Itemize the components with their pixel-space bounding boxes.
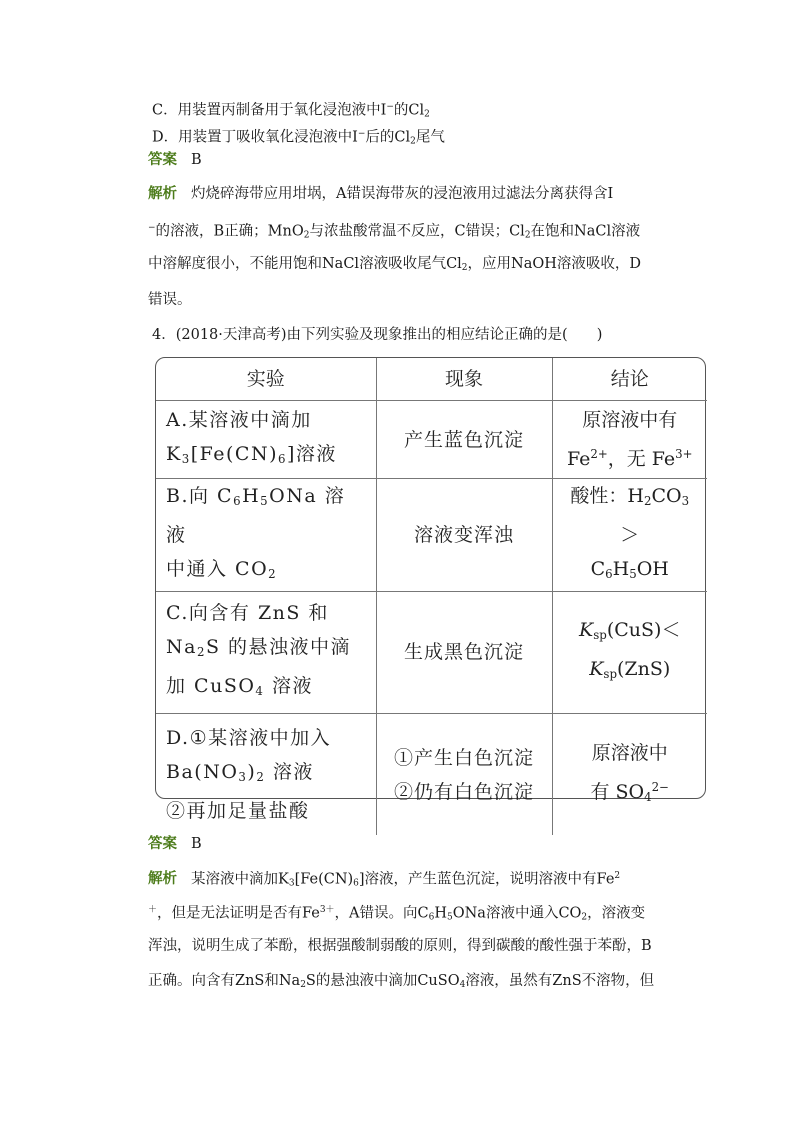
row-d-phenomenon: ①产生白色沉淀 ②仍有白色沉淀 [376,713,552,835]
table-row-a [156,401,707,479]
answer-label: 答案 [148,151,177,168]
header-conclusion: 结论 [552,358,707,401]
table-row-c [156,591,707,713]
explanation-2-line-1: 解析 某溶液中滴加$K_3[Fe(CN)_6]$溶液，产生蓝色沉淀，说明溶液中有Fe$^2$ [148,870,621,889]
option-d: D．用装置丁吸收氧化浸泡液中I−后的$Cl_2$尾气 [152,129,445,147]
explanation-2-line-3: 浑浊，说明生成了苯酚，根据强酸制弱酸的原则，得到碳酸的酸性强于苯酚，B [148,938,652,954]
row-b-phenomenon: 溶液变浑浊 [376,479,552,592]
explanation-1-line-2: −的溶液，B正确；MnO$_2$与浓盐酸常温不反应，C错误；$Cl_2$在饱和NaCl溶液 [148,223,641,241]
answer-label: 答案 [148,835,177,852]
answer-2: 答案 B [148,835,202,852]
row-a-conclusion: 原溶液中有 $Fe^{2+}$，无 $Fe^{3+}$ [552,401,707,479]
explanation-label: 解析 [148,185,177,202]
row-c-conclusion: $K_{sp}(CuS)<$ $K_{sp}(ZnS)$ [552,591,707,713]
row-c-phenomenon: 生成黑色沉淀 [376,591,552,713]
row-a-experiment: A.某溶液中滴加 $K_3[Fe(CN)_6]$溶液 [156,401,376,479]
explanation-2-line-2: ＋，但是无法证明是否有$Fe^{3+}$，A错误。向$C_6H_5ONa$溶液中通入$CO_2$，溶液变 [148,905,646,923]
explanation-1-line-4: 错误。 [148,292,192,308]
row-a-phenomenon: 产生蓝色沉淀 [376,401,552,479]
explanation-label: 解析 [148,870,177,888]
row-d-experiment: D.①某溶液中加入 $Ba(NO_3)_2$ 溶液 ②再加足量盐酸 [156,713,376,835]
row-b-experiment: B.向 $C_6H_5ONa$ 溶液 中通入 $CO_2$ [156,479,376,592]
header-phenomenon: 现象 [376,358,552,401]
table-row-b [156,479,707,592]
row-d-conclusion: 原溶液中 有 $SO_4^{2-}$ [552,713,707,835]
question-4: 4．(2018·天津高考)由下列实验及现象推出的相应结论正确的是( ) [152,327,603,343]
header-experiment: 实验 [156,358,376,401]
row-b-conclusion: 酸性：$H_2CO_3>$ $C_6H_5OH$ [552,479,707,592]
explanation-1-line-3: 中溶解度很小，不能用饱和NaCl溶液吸收尾气$Cl_2$，应用NaOH溶液吸收，D [148,256,642,274]
option-c: C．用装置丙制备用于氧化浸泡液中I−的$Cl_2$ [152,102,430,120]
table-row-d [156,713,707,835]
row-c-experiment: C.向含有 ZnS 和 $Na_2S$ 的悬浊液中滴 加 CuSO$_4$ 溶液 [156,591,376,713]
explanation-2-line-4: 正确。向含有ZnS和$Na_2S$的悬浊液中滴加CuSO$_4$溶液，虽然有ZnS不溶物，但 [148,973,655,991]
answer-1: 答案 B [148,151,202,168]
explanation-1-line-1: 解析 灼烧碎海带应用坩埚，A错误海带灰的浸泡液用过滤法分离获得含I [148,185,614,202]
experiment-table [155,357,706,823]
table-header-row [156,358,707,401]
